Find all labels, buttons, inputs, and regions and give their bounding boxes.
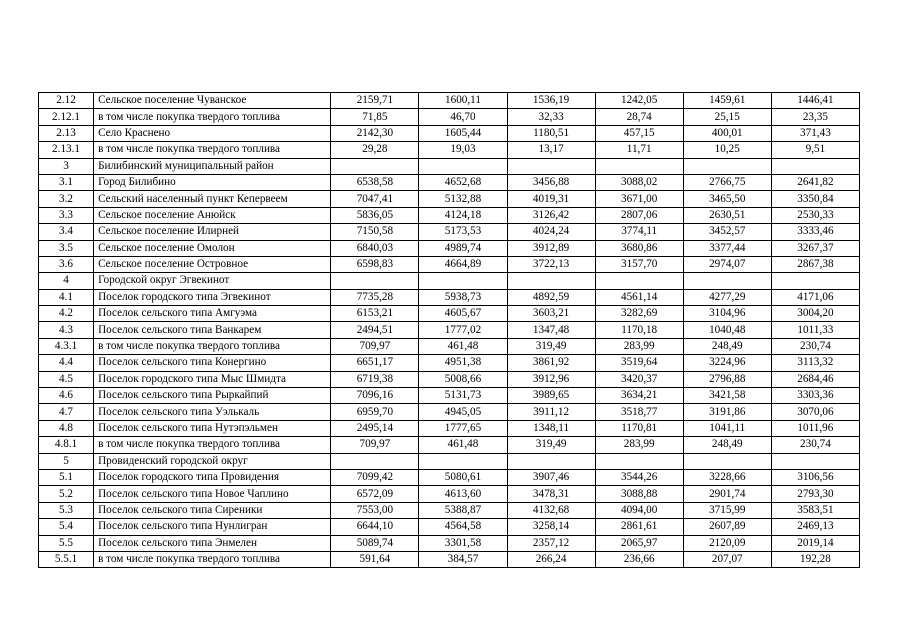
- value-cell: 3106,56: [771, 469, 859, 485]
- value-cell: 248,49: [683, 338, 771, 354]
- settlement-name-cell: Поселок городского типа Мыс Шмидта: [94, 371, 331, 387]
- value-cell: 6840,03: [331, 240, 419, 256]
- value-cell: [683, 273, 771, 289]
- table-row: [39, 519, 860, 535]
- value-cell: 3680,86: [595, 240, 683, 256]
- value-cell: 4564,58: [419, 519, 507, 535]
- value-cell: 6651,17: [331, 355, 419, 371]
- value-cell: 3113,32: [771, 355, 859, 371]
- value-cell: 4277,29: [683, 289, 771, 305]
- value-cell: 6644,10: [331, 519, 419, 535]
- value-cell: 1170,81: [595, 420, 683, 436]
- settlement-name-cell: Сельское поселение Чуванское: [94, 93, 331, 109]
- value-cell: [683, 158, 771, 174]
- value-cell: 71,85: [331, 109, 419, 125]
- value-cell: [683, 453, 771, 469]
- value-cell: 7096,16: [331, 388, 419, 404]
- row-number-cell: 3: [39, 158, 94, 174]
- value-cell: 3333,46: [771, 224, 859, 240]
- value-cell: 2159,71: [331, 93, 419, 109]
- settlement-name-cell: Поселок сельского типа Рыркайпий: [94, 388, 331, 404]
- settlement-name-cell: Сельское поселение Анюйск: [94, 207, 331, 223]
- value-cell: 4605,67: [419, 306, 507, 322]
- row-number-cell: 4: [39, 273, 94, 289]
- row-number-cell: 5.3: [39, 502, 94, 518]
- value-cell: 4664,89: [419, 256, 507, 272]
- value-cell: 11,71: [595, 142, 683, 158]
- table-row: [39, 289, 860, 305]
- value-cell: 461,48: [419, 437, 507, 453]
- value-cell: 5089,74: [331, 535, 419, 551]
- value-cell: [419, 273, 507, 289]
- value-cell: 2861,61: [595, 519, 683, 535]
- row-number-cell: 3.2: [39, 191, 94, 207]
- value-cell: 4132,68: [507, 502, 595, 518]
- value-cell: 1011,96: [771, 420, 859, 436]
- row-number-cell: 4.3.1: [39, 338, 94, 354]
- value-cell: 283,99: [595, 338, 683, 354]
- value-cell: 6598,83: [331, 256, 419, 272]
- row-number-cell: 3.4: [39, 224, 94, 240]
- value-cell: 319,49: [507, 437, 595, 453]
- settlement-name-cell: Провиденский городской округ: [94, 453, 331, 469]
- value-cell: 4652,68: [419, 174, 507, 190]
- value-cell: 3088,02: [595, 174, 683, 190]
- row-number-cell: 4.4: [39, 355, 94, 371]
- value-cell: [331, 158, 419, 174]
- value-cell: 29,28: [331, 142, 419, 158]
- value-cell: 3583,51: [771, 502, 859, 518]
- value-cell: 7553,00: [331, 502, 419, 518]
- value-cell: 4024,24: [507, 224, 595, 240]
- settlement-name-cell: Поселок сельского типа Ванкарем: [94, 322, 331, 338]
- value-cell: 591,64: [331, 551, 419, 567]
- value-cell: 3861,92: [507, 355, 595, 371]
- table-row: [39, 109, 860, 125]
- value-cell: 283,99: [595, 437, 683, 453]
- table-row: [39, 322, 860, 338]
- row-number-cell: 3.3: [39, 207, 94, 223]
- settlement-name-cell: в том числе покупка твердого топлива: [94, 437, 331, 453]
- value-cell: 5836,05: [331, 207, 419, 223]
- value-cell: 1242,05: [595, 93, 683, 109]
- value-cell: 13,17: [507, 142, 595, 158]
- table-row: [39, 453, 860, 469]
- value-cell: 4945,05: [419, 404, 507, 420]
- row-number-cell: 4.8: [39, 420, 94, 436]
- value-cell: 1777,02: [419, 322, 507, 338]
- value-cell: 3301,58: [419, 535, 507, 551]
- settlement-name-cell: Сельский населенный пункт Кепервеем: [94, 191, 331, 207]
- table-row: [39, 355, 860, 371]
- tariff-table: [38, 92, 860, 568]
- value-cell: 1605,44: [419, 125, 507, 141]
- value-cell: 5008,66: [419, 371, 507, 387]
- value-cell: 23,35: [771, 109, 859, 125]
- value-cell: 2630,51: [683, 207, 771, 223]
- settlement-name-cell: Поселок сельского типа Уэлькаль: [94, 404, 331, 420]
- value-cell: 3907,46: [507, 469, 595, 485]
- table-row: [39, 224, 860, 240]
- settlement-name-cell: Поселок сельского типа Энмелен: [94, 535, 331, 551]
- value-cell: 371,43: [771, 125, 859, 141]
- value-cell: 3267,37: [771, 240, 859, 256]
- value-cell: 461,48: [419, 338, 507, 354]
- value-cell: 46,70: [419, 109, 507, 125]
- value-cell: 2807,06: [595, 207, 683, 223]
- table-row: [39, 535, 860, 551]
- value-cell: 4171,06: [771, 289, 859, 305]
- value-cell: [507, 273, 595, 289]
- value-cell: 709,97: [331, 338, 419, 354]
- value-cell: 2142,30: [331, 125, 419, 141]
- row-number-cell: 2.12.1: [39, 109, 94, 125]
- value-cell: [771, 273, 859, 289]
- settlement-name-cell: Сельское поселение Омолон: [94, 240, 331, 256]
- settlement-name-cell: Поселок сельского типа Сиреники: [94, 502, 331, 518]
- value-cell: 28,74: [595, 109, 683, 125]
- value-cell: 4094,00: [595, 502, 683, 518]
- value-cell: 1170,18: [595, 322, 683, 338]
- value-cell: 2684,46: [771, 371, 859, 387]
- value-cell: 5131,73: [419, 388, 507, 404]
- row-number-cell: 4.3: [39, 322, 94, 338]
- row-number-cell: 4.7: [39, 404, 94, 420]
- value-cell: 3303,36: [771, 388, 859, 404]
- value-cell: [419, 453, 507, 469]
- row-number-cell: 4.8.1: [39, 437, 94, 453]
- value-cell: 3722,13: [507, 256, 595, 272]
- value-cell: 3911,12: [507, 404, 595, 420]
- value-cell: 236,66: [595, 551, 683, 567]
- table-row: [39, 158, 860, 174]
- value-cell: 1180,51: [507, 125, 595, 141]
- value-cell: 2974,07: [683, 256, 771, 272]
- value-cell: 3421,58: [683, 388, 771, 404]
- value-cell: 4613,60: [419, 486, 507, 502]
- table-row: [39, 551, 860, 567]
- value-cell: 7047,41: [331, 191, 419, 207]
- value-cell: 7735,28: [331, 289, 419, 305]
- value-cell: 3224,96: [683, 355, 771, 371]
- value-cell: 207,07: [683, 551, 771, 567]
- value-cell: 3157,70: [595, 256, 683, 272]
- table-row: [39, 273, 860, 289]
- table-row: [39, 469, 860, 485]
- value-cell: 1446,41: [771, 93, 859, 109]
- value-cell: 4019,31: [507, 191, 595, 207]
- row-number-cell: 5: [39, 453, 94, 469]
- value-cell: 7099,42: [331, 469, 419, 485]
- row-number-cell: 5.5.1: [39, 551, 94, 567]
- value-cell: 2494,51: [331, 322, 419, 338]
- value-cell: 2796,88: [683, 371, 771, 387]
- settlement-name-cell: Поселок сельского типа Нунлигран: [94, 519, 331, 535]
- value-cell: 400,01: [683, 125, 771, 141]
- settlement-name-cell: в том числе покупка твердого топлива: [94, 338, 331, 354]
- value-cell: 248,49: [683, 437, 771, 453]
- value-cell: 5388,87: [419, 502, 507, 518]
- row-number-cell: 2.13: [39, 125, 94, 141]
- value-cell: 2607,89: [683, 519, 771, 535]
- value-cell: 230,74: [771, 338, 859, 354]
- table-row: [39, 420, 860, 436]
- table-row: [39, 191, 860, 207]
- table-row: [39, 388, 860, 404]
- table-row: [39, 240, 860, 256]
- row-number-cell: 4.6: [39, 388, 94, 404]
- value-cell: 3191,86: [683, 404, 771, 420]
- value-cell: 192,28: [771, 551, 859, 567]
- value-cell: 6538,58: [331, 174, 419, 190]
- row-number-cell: 5.2: [39, 486, 94, 502]
- value-cell: 3544,26: [595, 469, 683, 485]
- value-cell: 3774,11: [595, 224, 683, 240]
- value-cell: 230,74: [771, 437, 859, 453]
- value-cell: 7150,58: [331, 224, 419, 240]
- value-cell: 2901,74: [683, 486, 771, 502]
- row-number-cell: 2.12: [39, 93, 94, 109]
- row-number-cell: 3.6: [39, 256, 94, 272]
- value-cell: 3478,31: [507, 486, 595, 502]
- row-number-cell: 5.4: [39, 519, 94, 535]
- table-row: [39, 93, 860, 109]
- value-cell: 25,15: [683, 109, 771, 125]
- settlement-name-cell: Сельское поселение Островное: [94, 256, 331, 272]
- table-row: [39, 207, 860, 223]
- value-cell: 9,51: [771, 142, 859, 158]
- settlement-name-cell: Поселок сельского типа Новое Чаплино: [94, 486, 331, 502]
- value-cell: [771, 453, 859, 469]
- value-cell: 6959,70: [331, 404, 419, 420]
- value-cell: 5173,53: [419, 224, 507, 240]
- value-cell: 457,15: [595, 125, 683, 141]
- value-cell: 2766,75: [683, 174, 771, 190]
- value-cell: 19,03: [419, 142, 507, 158]
- value-cell: 2793,30: [771, 486, 859, 502]
- value-cell: [595, 158, 683, 174]
- value-cell: 2019,14: [771, 535, 859, 551]
- value-cell: 1777,65: [419, 420, 507, 436]
- table-row: [39, 256, 860, 272]
- value-cell: 3126,42: [507, 207, 595, 223]
- value-cell: [595, 453, 683, 469]
- row-number-cell: 3.5: [39, 240, 94, 256]
- value-cell: 3465,50: [683, 191, 771, 207]
- table-row: [39, 338, 860, 354]
- settlement-name-cell: в том числе покупка твердого топлива: [94, 109, 331, 125]
- value-cell: 709,97: [331, 437, 419, 453]
- value-cell: 3377,44: [683, 240, 771, 256]
- value-cell: 2469,13: [771, 519, 859, 535]
- settlement-name-cell: Сельское поселение Илирней: [94, 224, 331, 240]
- value-cell: 3258,14: [507, 519, 595, 535]
- value-cell: [771, 158, 859, 174]
- table-row: [39, 306, 860, 322]
- value-cell: 3420,37: [595, 371, 683, 387]
- value-cell: 6572,09: [331, 486, 419, 502]
- value-cell: 3912,96: [507, 371, 595, 387]
- value-cell: 2357,12: [507, 535, 595, 551]
- value-cell: 4951,38: [419, 355, 507, 371]
- row-number-cell: 2.13.1: [39, 142, 94, 158]
- settlement-name-cell: в том числе покупка твердого топлива: [94, 551, 331, 567]
- row-number-cell: 4.1: [39, 289, 94, 305]
- value-cell: 3519,64: [595, 355, 683, 371]
- value-cell: 1347,48: [507, 322, 595, 338]
- table-row: [39, 437, 860, 453]
- table-row: [39, 502, 860, 518]
- value-cell: 1536,19: [507, 93, 595, 109]
- value-cell: 2495,14: [331, 420, 419, 436]
- row-number-cell: 3.1: [39, 174, 94, 190]
- value-cell: 1459,61: [683, 93, 771, 109]
- value-cell: 1041,11: [683, 420, 771, 436]
- value-cell: 6153,21: [331, 306, 419, 322]
- value-cell: 3104,96: [683, 306, 771, 322]
- value-cell: 319,49: [507, 338, 595, 354]
- value-cell: 5132,88: [419, 191, 507, 207]
- value-cell: 3912,89: [507, 240, 595, 256]
- value-cell: 4892,59: [507, 289, 595, 305]
- settlement-name-cell: Город Билибино: [94, 174, 331, 190]
- row-number-cell: 4.2: [39, 306, 94, 322]
- settlement-name-cell: Поселок сельского типа Нутэпэльмен: [94, 420, 331, 436]
- row-number-cell: 4.5: [39, 371, 94, 387]
- value-cell: 2065,97: [595, 535, 683, 551]
- settlement-name-cell: в том числе покупка твердого топлива: [94, 142, 331, 158]
- row-number-cell: 5.1: [39, 469, 94, 485]
- value-cell: 4561,14: [595, 289, 683, 305]
- value-cell: 3282,69: [595, 306, 683, 322]
- value-cell: 2641,82: [771, 174, 859, 190]
- table-row: [39, 142, 860, 158]
- table-row: [39, 371, 860, 387]
- settlement-name-cell: Городской округ Эгвекинот: [94, 273, 331, 289]
- value-cell: 3350,84: [771, 191, 859, 207]
- value-cell: 5080,61: [419, 469, 507, 485]
- value-cell: [507, 158, 595, 174]
- value-cell: [419, 158, 507, 174]
- document-page: [38, 92, 860, 568]
- value-cell: 3671,00: [595, 191, 683, 207]
- table-row: [39, 174, 860, 190]
- value-cell: [507, 453, 595, 469]
- settlement-name-cell: Село Краснено: [94, 125, 331, 141]
- value-cell: [595, 273, 683, 289]
- row-number-cell: 5.5: [39, 535, 94, 551]
- value-cell: 2120,09: [683, 535, 771, 551]
- value-cell: 4989,74: [419, 240, 507, 256]
- value-cell: [331, 273, 419, 289]
- value-cell: 3228,66: [683, 469, 771, 485]
- value-cell: 1600,11: [419, 93, 507, 109]
- value-cell: 5938,73: [419, 289, 507, 305]
- value-cell: 1348,11: [507, 420, 595, 436]
- value-cell: 3518,77: [595, 404, 683, 420]
- value-cell: 3989,65: [507, 388, 595, 404]
- table-body: [39, 93, 860, 568]
- value-cell: 3004,20: [771, 306, 859, 322]
- value-cell: 1011,33: [771, 322, 859, 338]
- value-cell: 3070,06: [771, 404, 859, 420]
- table-row: [39, 125, 860, 141]
- settlement-name-cell: Поселок городского типа Эгвекинот: [94, 289, 331, 305]
- value-cell: [331, 453, 419, 469]
- settlement-name-cell: Поселок сельского типа Конергино: [94, 355, 331, 371]
- value-cell: 3603,21: [507, 306, 595, 322]
- value-cell: 2867,38: [771, 256, 859, 272]
- table-row: [39, 486, 860, 502]
- table-row: [39, 404, 860, 420]
- value-cell: 266,24: [507, 551, 595, 567]
- value-cell: 32,33: [507, 109, 595, 125]
- value-cell: 3456,88: [507, 174, 595, 190]
- value-cell: 2530,33: [771, 207, 859, 223]
- value-cell: 4124,18: [419, 207, 507, 223]
- settlement-name-cell: Поселок городского типа Провидения: [94, 469, 331, 485]
- value-cell: 10,25: [683, 142, 771, 158]
- settlement-name-cell: Поселок сельского типа Амгуэма: [94, 306, 331, 322]
- value-cell: 3088,88: [595, 486, 683, 502]
- value-cell: 3634,21: [595, 388, 683, 404]
- value-cell: 3715,99: [683, 502, 771, 518]
- value-cell: 3452,57: [683, 224, 771, 240]
- value-cell: 6719,38: [331, 371, 419, 387]
- settlement-name-cell: Билибинский муниципальный район: [94, 158, 331, 174]
- value-cell: 384,57: [419, 551, 507, 567]
- value-cell: 1040,48: [683, 322, 771, 338]
